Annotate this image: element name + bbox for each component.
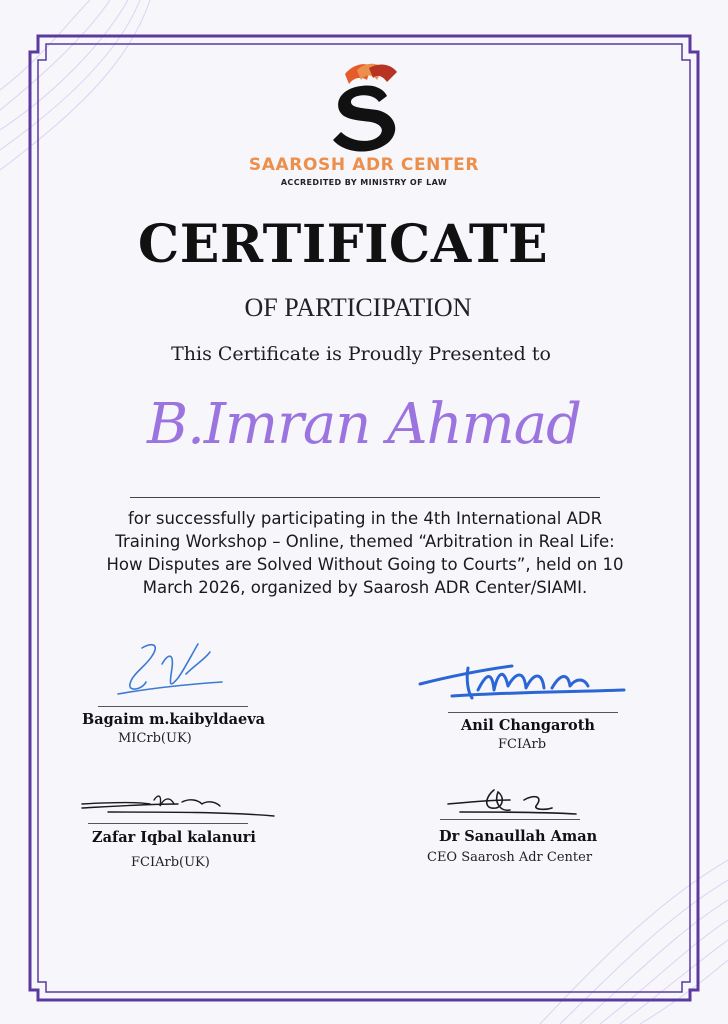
signature-2 [412, 650, 632, 710]
signature-line-2 [448, 712, 618, 713]
signature-3 [78, 790, 278, 824]
signatory-2-name: Anil Changaroth [461, 717, 595, 734]
brand-accreditation: ACCREDITED BY MINISTRY OF LAW [280, 178, 448, 187]
signature-line-3 [88, 823, 248, 824]
signatory-3-title: FCIArb(UK) [131, 855, 210, 870]
signature-4 [440, 780, 580, 824]
signatory-4-name: Dr Sanaullah Aman [439, 828, 598, 845]
signature-1 [112, 634, 232, 704]
presented-text: This Certificate is Proudly Presented to [171, 343, 551, 365]
recipient-name: B.Imran Ahmad [146, 392, 582, 457]
signatory-2-title: FCIArb [498, 737, 547, 752]
saarosh-s-logo-icon [327, 60, 407, 152]
recipient-underline [130, 497, 600, 498]
signature-line-4 [440, 819, 580, 820]
certificate-description: for successfully participating in the 4th International ADR Training Workshop – Online, themed “Arbitration in Real Life: How Disputes are Solved Without Going to Courts”, held on 10 March 2026, organized by Saarosh ADR Center/SIAMI. [106, 509, 624, 597]
signatory-4-title: CEO Saarosh Adr Center [427, 850, 593, 865]
signatory-1-title: MICrb(UK) [118, 731, 192, 746]
brand-name: SAAROSH ADR CENTER [248, 155, 480, 175]
signatory-3-name: Zafar Iqbal kalanuri [92, 829, 256, 846]
signature-line-1 [98, 706, 248, 707]
signatory-1-name: Bagaim m.kaibyldaeva [82, 711, 266, 728]
certificate-subtitle: OF PARTICIPATION [244, 293, 472, 322]
certificate-title: CERTIFICATE [137, 214, 549, 275]
